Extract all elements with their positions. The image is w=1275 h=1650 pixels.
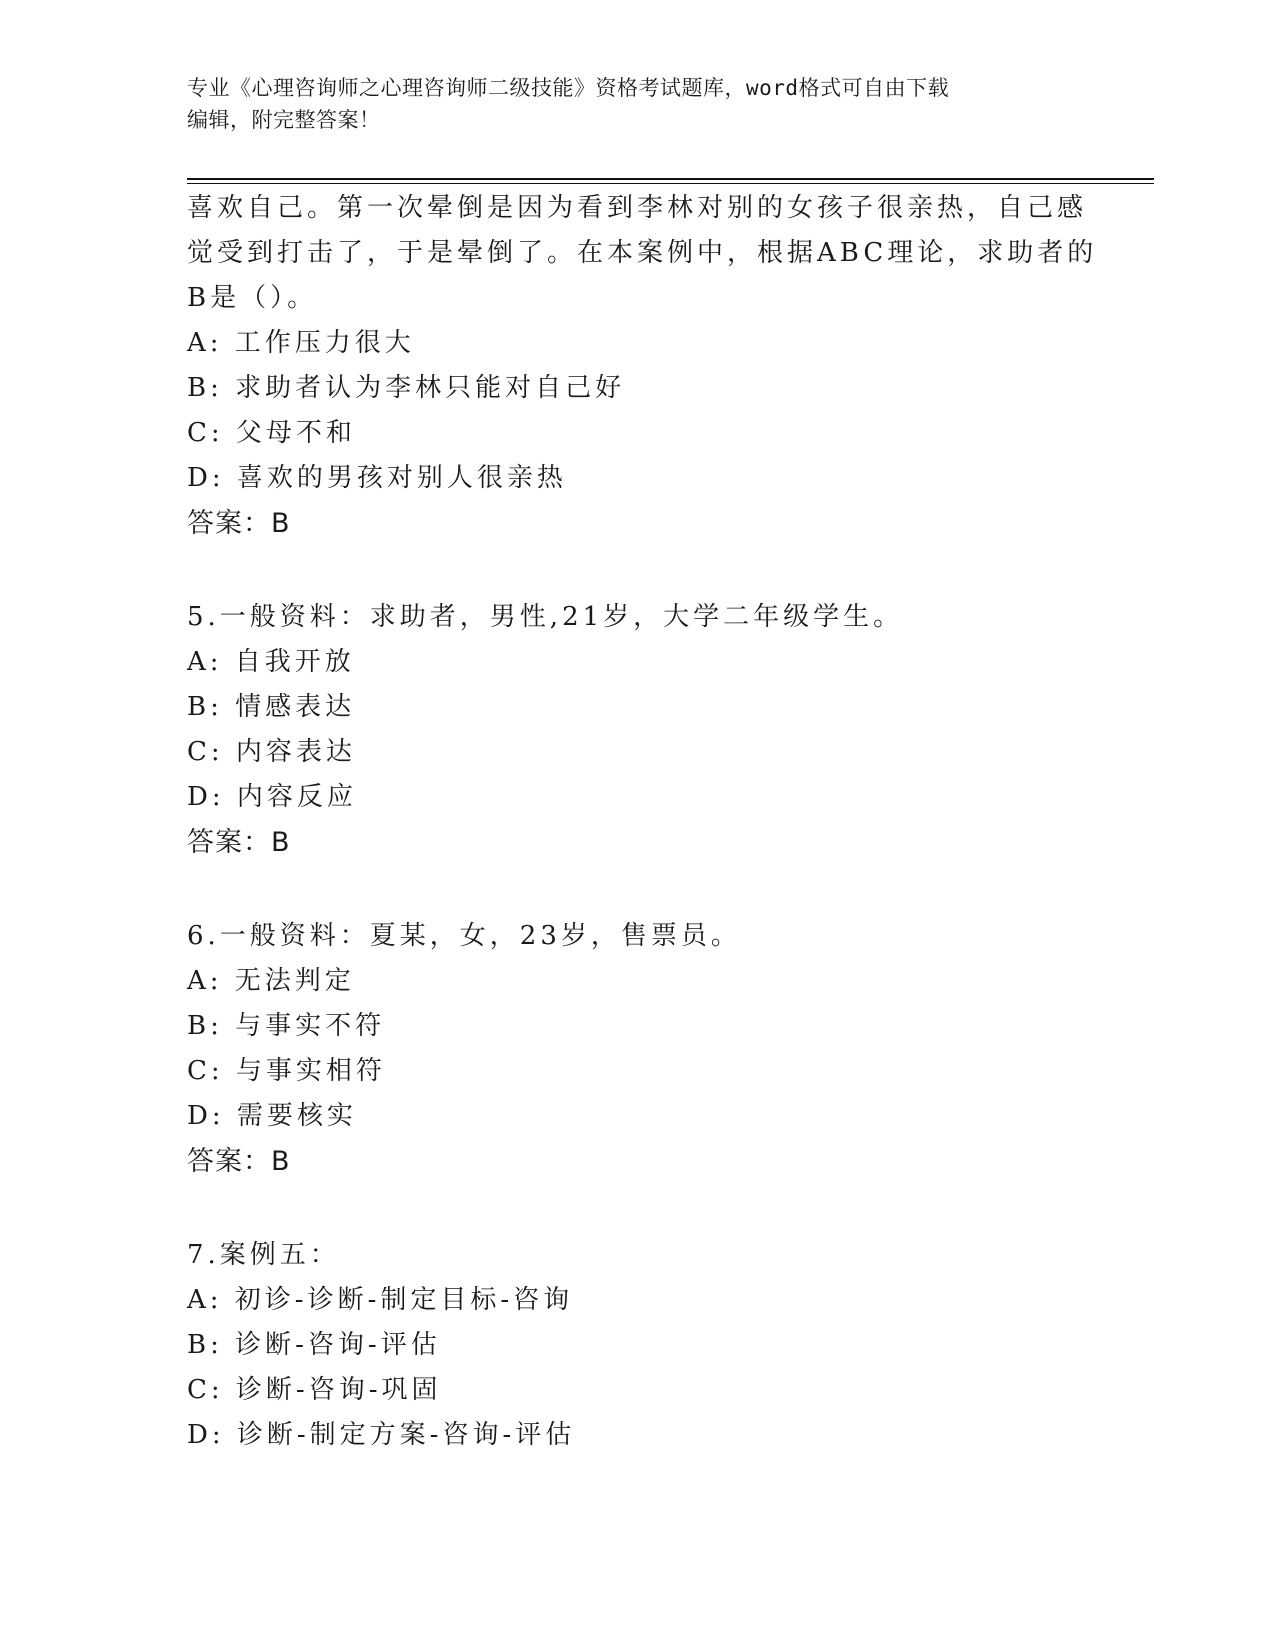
answer-label: 答案：B xyxy=(187,827,291,858)
header-divider-thin xyxy=(187,183,1154,184)
option-d: D: 内容反应 xyxy=(187,782,357,812)
question-4 xyxy=(187,186,1098,546)
spacer xyxy=(187,546,1087,595)
option-a: A: 工作压力很大 xyxy=(187,328,415,358)
option-a: A: 无法判定 xyxy=(187,966,355,996)
header-line-2: 编辑，附完整答案！ xyxy=(187,108,381,132)
option-d: D: 喜欢的男孩对别人很亲热 xyxy=(187,463,567,493)
document-header xyxy=(187,72,1067,136)
question-7 xyxy=(187,1233,1087,1458)
option-a: A: 自我开放 xyxy=(187,647,355,677)
question-5 xyxy=(187,595,1087,865)
option-d: D: 需要核实 xyxy=(187,1101,357,1131)
header-line-1: 专业《心理咨询师之心理咨询师二级技能》资格考试题库，word格式可自由下载 xyxy=(187,76,950,100)
answer-label: 答案：B xyxy=(187,508,291,539)
option-c: C: 父母不和 xyxy=(187,418,356,448)
question-stem: B是（）。 xyxy=(187,283,318,313)
question-stem: 5.一般资料：求助者，男性,21岁，大学二年级学生。 xyxy=(187,602,904,632)
question-list xyxy=(187,186,1098,1458)
question-stem: 喜欢自己。第一次晕倒是因为看到李林对别的女孩子很亲热，自己感 xyxy=(187,193,1088,223)
spacer xyxy=(187,1184,1087,1233)
spacer xyxy=(187,865,1087,914)
option-b: B: 与事实不符 xyxy=(187,1011,386,1041)
option-d: D: 诊断-制定方案-咨询-评估 xyxy=(187,1420,576,1450)
option-a: A: 初诊-诊断-制定目标-咨询 xyxy=(187,1285,574,1315)
option-c: C: 与事实相符 xyxy=(187,1056,386,1086)
option-c: C: 内容表达 xyxy=(187,737,356,767)
option-b: B: 诊断-咨询-评估 xyxy=(187,1330,441,1360)
question-stem: 7.案例五： xyxy=(187,1240,340,1270)
option-b: B: 情感表达 xyxy=(187,692,356,722)
option-b: B: 求助者认为李林只能对自己好 xyxy=(187,373,626,403)
header-divider xyxy=(187,178,1154,180)
question-stem: 6.一般资料：夏某，女，23岁，售票员。 xyxy=(187,921,741,951)
answer-label: 答案：B xyxy=(187,1146,291,1177)
option-c: C: 诊断-咨询-巩固 xyxy=(187,1375,442,1405)
question-stem: 觉受到打击了，于是晕倒了。在本案例中，根据ABC理论，求助者的 xyxy=(187,238,1098,268)
question-6 xyxy=(187,914,1087,1184)
